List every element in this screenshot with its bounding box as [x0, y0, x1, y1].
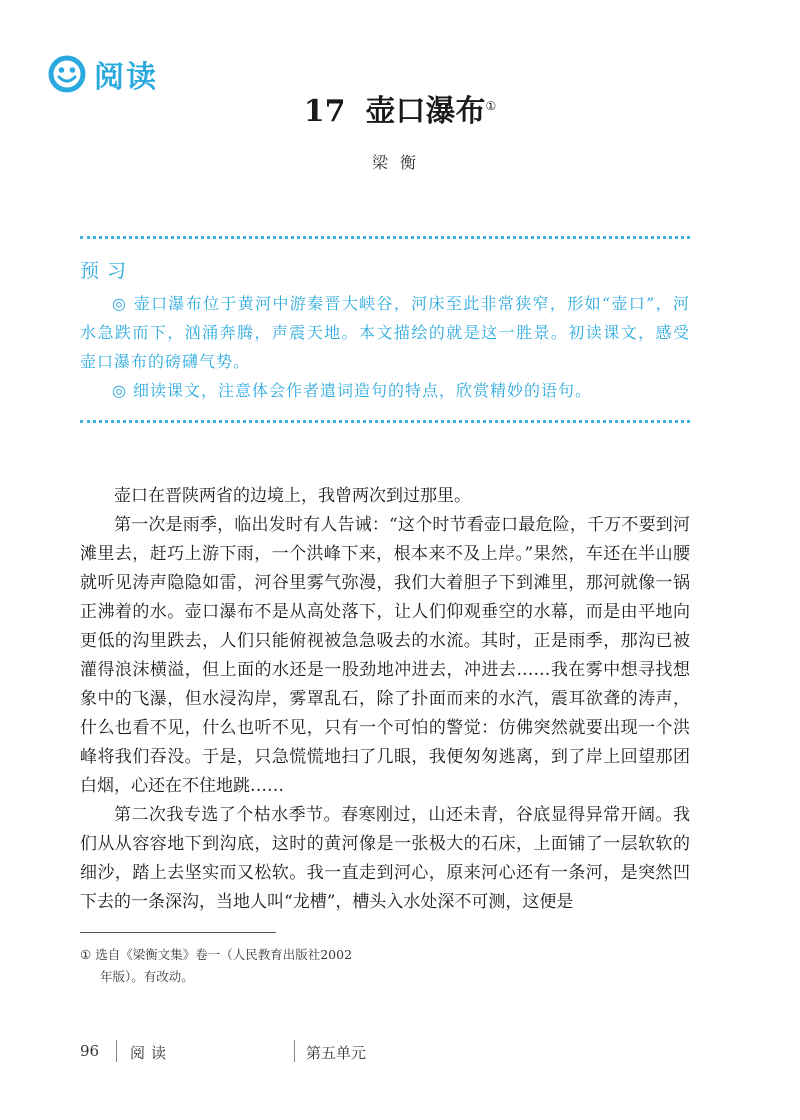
preview-bottom-divider [80, 420, 690, 423]
lesson-title [0, 86, 800, 130]
footer-divider [116, 1040, 117, 1062]
article-body [80, 482, 690, 917]
footnote-mark: ① [80, 947, 92, 962]
section-label: 阅读 [94, 60, 158, 95]
page-footer [80, 1038, 690, 1066]
preview-box [80, 256, 690, 405]
preview-heading: 预习 [80, 260, 135, 282]
body-paragraph: 第一次是雨季，临出发时有人告诫：“这个时节看壶口最危险，千万不要到河滩里去，赶巧上游下雨，一个洪峰下来，根本来不及上岸。”果然，车还在半山腰就听见涛声隐隐如雷，河谷里雾气弥漫，我们大着胆子下到滩里，那河就像一锅正沸着的水。壶口瀑布不是从高处落下，让人们仰观垂空的水幕，而是由平地向更低的沟里跌去，人们只能俯视被急急吸去的水流。其时，正是雨季，那沟已被灌得浪沫横溢，但上面的水还是一股劲地冲进去，冲进去……我在雾中想寻找想象中的飞瀑，但水浸沟岸，雾罩乱石，除了扑面而来的水汽，震耳欲聋的涛声，什么也看不见，什么也听不见，只有一个可怕的警觉：仿佛突然就要出现一个洪峰将我们吞没。于是，只急慌慌地扫了几眼，我便匆匆逃离，到了岸上回望那团白烟，心还在不住地跳…… [80, 515, 690, 796]
footnote-line: 选自《梁衡文集》卷一（人民教育出版社2002 [95, 947, 353, 962]
body-paragraph: 第二次我专选了个枯水季节。春寒刚过，山还未青，谷底显得异常开阔。我们从从容容地下到沟底，这时的黄河像是一张极大的石床，上面铺了一层软软的细沙，踏上去坚实而又松软。我一直走到河心，原来河心还有一条河，是突然凹下去的一条深沟，当地人叫“龙槽”，槽头入水处深不可测，这便是 [80, 805, 690, 912]
footnote-line: 年版）。有改动。 [100, 969, 194, 984]
footer-section: 阅读 [130, 1044, 173, 1062]
footnote-reference[interactable]: ① [485, 99, 497, 113]
footnote [80, 944, 380, 988]
footnote-rule [80, 932, 276, 933]
preview-item: ◎ 壶口瀑布位于黄河中游秦晋大峡谷，河床至此非常狭窄，形如“壶口”，河水急跌而下，汹涌奔腾，声震天地。本文描绘的就是这一胜景。初读课文，感受壶口瀑布的磅礴气势。 [80, 294, 690, 371]
body-paragraph: 壶口在晋陕两省的边境上，我曾两次到过那里。 [114, 486, 471, 506]
footer-unit: 第五单元 [306, 1044, 367, 1062]
preview-top-divider [80, 236, 690, 239]
footer-divider [294, 1040, 295, 1062]
lesson-title-text: 壶口瀑布 [365, 94, 486, 129]
page-number: 96 [80, 1042, 100, 1060]
preview-item: ◎ 细读课文，注意体会作者遣词造句的特点，欣赏精妙的语句。 [112, 381, 593, 400]
author-name: 梁衡 [371, 153, 428, 172]
lesson-number: 17 [303, 94, 346, 129]
